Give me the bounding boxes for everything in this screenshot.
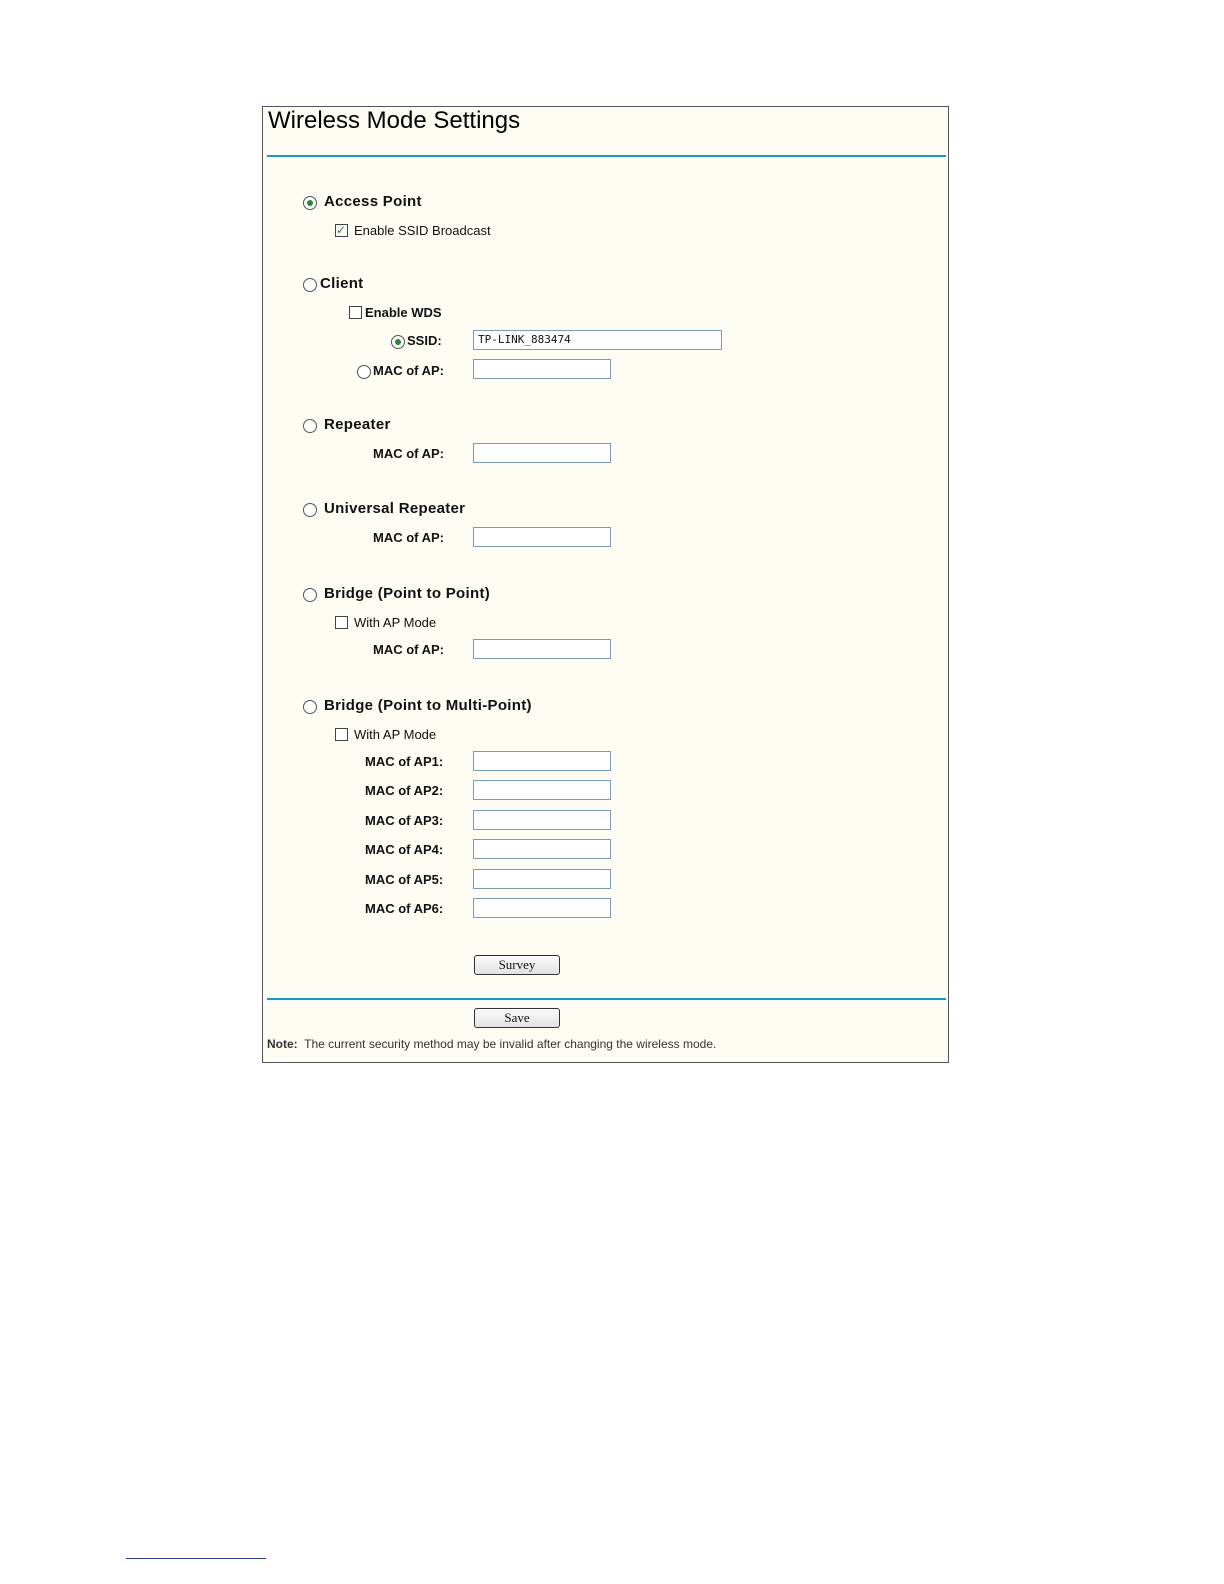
bridge-ptp-ap-mode-checkbox[interactable]: [335, 616, 348, 629]
client-radio[interactable]: [303, 278, 317, 292]
universal-repeater-radio[interactable]: [303, 503, 317, 517]
universal-repeater-mac-input[interactable]: [473, 527, 611, 547]
bottom-divider: [267, 998, 946, 1000]
page-title: Wireless Mode Settings: [268, 107, 521, 134]
client-mac-radio[interactable]: [357, 365, 371, 379]
repeater-label: Repeater: [324, 416, 391, 433]
footnote-rule: [126, 1558, 266, 1559]
save-button[interactable]: Save: [474, 1008, 560, 1028]
bridge-ptmp-label: Bridge (Point to Multi-Point): [324, 697, 532, 714]
client-ssid-label: SSID:: [407, 333, 442, 348]
mac-ap4-input[interactable]: [473, 839, 611, 859]
universal-repeater-mac-label: MAC of AP:: [373, 530, 445, 545]
access-point-label: Access Point: [324, 193, 422, 210]
note-label: Note:: [267, 1037, 298, 1051]
mac-ap2-input[interactable]: [473, 780, 611, 800]
repeater-mac-label: MAC of AP:: [373, 446, 445, 461]
enable-wds-label: Enable WDS: [365, 305, 442, 320]
note: [267, 1037, 716, 1051]
checkmark-icon: ✓: [336, 223, 347, 237]
mac-ap3-input[interactable]: [473, 810, 611, 830]
mac-ap1-label: MAC of AP1:: [365, 754, 444, 769]
enable-ssid-broadcast-label: Enable SSID Broadcast: [354, 223, 491, 238]
mac-ap6-input[interactable]: [473, 898, 611, 918]
mac-ap6-label: MAC of AP6:: [365, 901, 444, 916]
enable-wds-checkbox[interactable]: [349, 306, 362, 319]
survey-button[interactable]: Survey: [474, 955, 560, 975]
mac-ap5-input[interactable]: [473, 869, 611, 889]
bridge-ptp-label: Bridge (Point to Point): [324, 585, 491, 602]
bridge-ptmp-ap-mode-label: With AP Mode: [354, 727, 437, 742]
client-ssid-radio[interactable]: [391, 335, 405, 349]
repeater-radio[interactable]: [303, 419, 317, 433]
bridge-ptmp-radio[interactable]: [303, 700, 317, 714]
client-label: Client: [320, 275, 364, 292]
universal-repeater-label: Universal Repeater: [324, 500, 466, 517]
client-mac-input[interactable]: [473, 359, 611, 379]
client-ssid-input[interactable]: TP-LINK_883474: [473, 330, 722, 350]
bridge-ptp-ap-mode-label: With AP Mode: [354, 615, 437, 630]
mac-ap2-label: MAC of AP2:: [365, 783, 444, 798]
bridge-ptp-mac-label: MAC of AP:: [373, 642, 445, 657]
access-point-radio[interactable]: [303, 196, 317, 210]
note-text: The current security method may be invalid after changing the wireless mode.: [304, 1037, 717, 1051]
bridge-ptp-mac-input[interactable]: [473, 639, 611, 659]
mac-ap3-label: MAC of AP3:: [365, 813, 444, 828]
wireless-mode-panel: [262, 106, 949, 1063]
bridge-ptp-radio[interactable]: [303, 588, 317, 602]
repeater-mac-input[interactable]: [473, 443, 611, 463]
bridge-ptmp-ap-mode-checkbox[interactable]: [335, 728, 348, 741]
mac-ap4-label: MAC of AP4:: [365, 842, 444, 857]
enable-ssid-broadcast-checkbox[interactable]: [335, 224, 348, 237]
top-divider: [267, 155, 946, 157]
client-mac-label: MAC of AP:: [373, 363, 445, 378]
mac-ap5-label: MAC of AP5:: [365, 872, 444, 887]
mac-ap1-input[interactable]: [473, 751, 611, 771]
